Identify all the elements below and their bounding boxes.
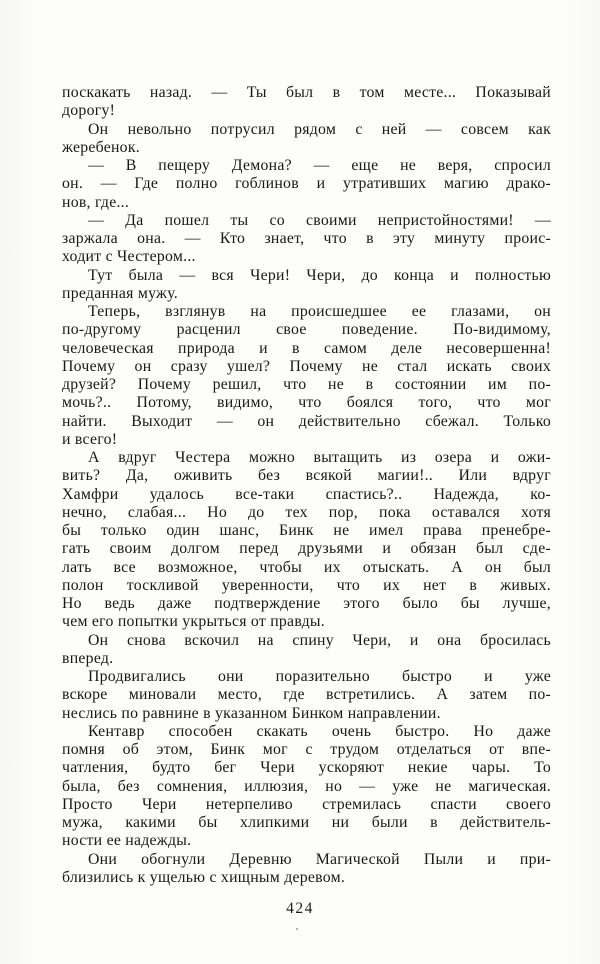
text-line: чатления, будто бег Чери ускоряют некие чары. То (62, 759, 551, 777)
scan-artifact-dot (296, 928, 298, 930)
text-line: Просто Чери нетерпеливо стремилась спасти своего (62, 795, 551, 813)
text-line: Он снова вскочил на спину Чери, и она бросилась (88, 631, 551, 649)
text-line: жеребенок. (62, 138, 140, 156)
text-line: нов, где... (62, 193, 130, 211)
text-line: гать своим долгом перед друзьями и обязан был сде- (62, 540, 551, 558)
text-line: была, без сомнения, иллюзия, но — уже не магическая. (62, 777, 551, 795)
text-line: бы только один шанс, Бинк не имел права пренебре- (62, 522, 551, 539)
text-line: Он невольно потрусил рядом с ней — совсем как (88, 120, 551, 138)
body-text (62, 84, 551, 887)
text-line: Хамфри удалось все-таки спастись?.. Надежда, ко- (62, 485, 551, 503)
text-line: Почему он сразу ушел? Почему не стал искать своих (62, 357, 551, 375)
text-line: человеческая природа и в самом деле несовершенна! (62, 339, 551, 357)
text-line: Они обогнули Деревню Магической Пыли и при- (88, 850, 551, 868)
text-line: чем его попытки укрыться от правды. (62, 613, 325, 631)
text-line: дорогу! (62, 102, 116, 120)
text-line: заржала она. — Кто знает, что в эту минуту проис- (62, 230, 551, 247)
text-line: полон тоскливой уверенности, что их нет в живых. (62, 576, 551, 594)
text-line: мочь?.. Потому, видимо, что боялся того, что мог (62, 394, 551, 412)
text-line: ности ее надежды. (62, 832, 192, 850)
text-line: — Да пошел ты со своими непристойностями! — (88, 211, 551, 229)
text-line: друзей? Почему решил, что не в состоянии им по- (62, 376, 551, 393)
text-line: вить? Да, оживить без всякой магии!.. Или вдруг (62, 467, 551, 485)
text-line: — В пещеру Демона? — еще не веря, спросил (88, 157, 551, 174)
text-line: вскоре миновали место, где встретились. А затем по- (62, 686, 551, 704)
text-line: неслись по равнине в указанном Бинком направлении. (62, 704, 441, 722)
text-line: вперед. (62, 649, 114, 667)
page-number: 424 (286, 900, 314, 917)
text-line: поскакать назад. — Ты был в том месте... Показывай (62, 84, 551, 101)
text-line: Но ведь даже подтверждение этого было бы лучше, (62, 595, 551, 612)
text-line: мужа, какими бы хлипкими ни были в действитель- (62, 814, 551, 831)
text-line: ходит с Честером... (62, 248, 196, 266)
text-line: Тут была — вся Чери! Чери, до конца и полностью (88, 266, 551, 284)
text-line: Теперь, взглянув на происшедшее ее глазами, он (88, 303, 551, 320)
text-line: и всего! (62, 430, 118, 448)
text-line: Продвигались они поразительно быстро и уже (88, 668, 551, 685)
text-line: близились к ущелью с хищным деревом. (62, 868, 346, 886)
text-line: лать все возможное, чтобы их отыскать. А он был (62, 558, 551, 576)
text-line: преданная мужу. (62, 284, 178, 302)
text-line: Кентавр способен скакать очень быстро. Но даже (88, 722, 551, 740)
text-line: он. — Где полно гоблинов и утративших магию драко- (62, 175, 551, 193)
text-line: нечно, слабая... Но до тех пор, пока оставался хотя (62, 503, 551, 521)
text-line: А вдруг Честера можно вытащить из озера и ожи- (88, 449, 551, 466)
text-line: найти. Выходит — он действительно сбежал. Только (62, 412, 551, 430)
text-line: по-другому расценил свое поведение. По-видимому, (62, 321, 551, 339)
text-line: помня об этом, Бинк мог с трудом отделаться от впе- (62, 741, 551, 758)
